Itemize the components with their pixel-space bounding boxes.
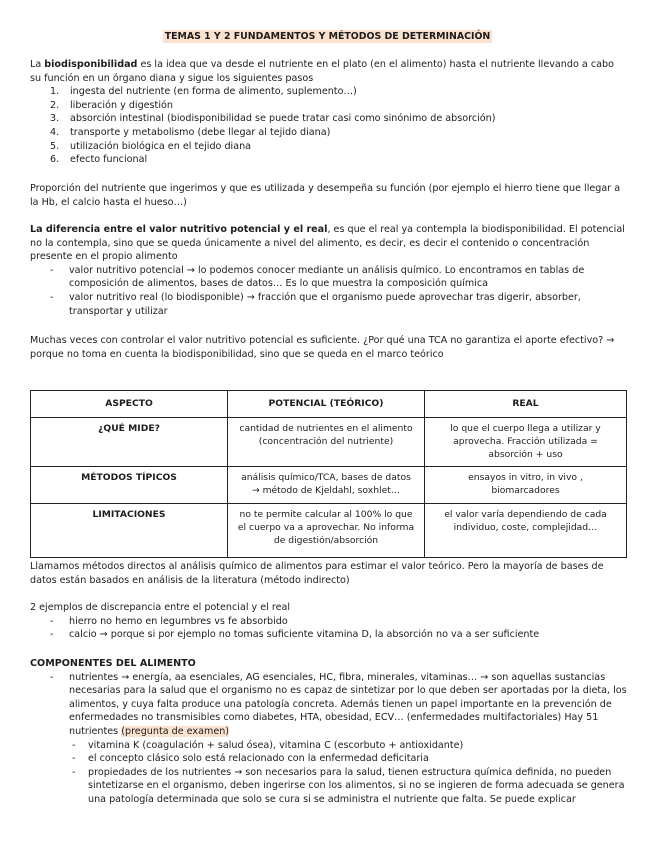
exam-highlight: (pregunta de examen)	[121, 725, 230, 737]
table-cell: no te permite calcular al 100% lo que el cuerpo va a aprovechar. No informa de digestión/absorción	[228, 504, 425, 558]
table-cell: LIMITACIONES	[31, 504, 228, 558]
table-row	[31, 418, 627, 467]
table-cell: ensayos in vitro, in vivo , biomarcadores	[425, 467, 627, 504]
list-item: - valor nutritivo real (lo biodisponible) → fracción que el organismo puede aprovechar tras digerir, absorber, transportar y utilizar	[30, 291, 628, 318]
list-item: - calcio → porque si por ejemplo no tomas suficiente vitamina D, la absorción no va a ser suficiente	[30, 628, 628, 642]
list-item: 2. liberación y digestión	[50, 99, 173, 111]
table-cell: lo que el cuerpo llega a utilizar y aprovecha. Fracción utilizada = absorción + uso	[425, 418, 627, 467]
ejemplos-section	[30, 601, 628, 642]
list-item: - nutrientes → energía, aa esenciales, AG esenciales, HC, fibra, minerales, vitaminas… → son aquellas sustancias necesarias para la salud que el organismo no es capaz de sintetizar por lo que deben ser aportadas por la dieta, los alimentos, y cuya falta produce una patología concreta. Además tienen un papel importante en la prevención de enfermedades no transmisibles como diabetes, HTA, obesidad, ECV… (enfermedades multifactoriales) Hay 51 nutrientes (pregunta de examen)	[30, 671, 628, 739]
list-item: 3. absorción intestinal (biodisponibilidad se puede tratar casi como sinónimo de absorción)	[50, 113, 496, 125]
list-item: 6. efecto funcional	[50, 154, 148, 166]
table-row	[31, 467, 627, 504]
list-item: - hierro no hemo en legumbres vs fe absorbido	[30, 615, 628, 629]
list-item: - valor nutritivo potencial → lo podemos conocer mediante un análisis químico. Lo encontramos en tablas de composición de alimentos, bases de datos… Es lo que muestra la composición química	[30, 264, 628, 291]
list-item: 5. utilización biológica en el tejido diana	[50, 140, 252, 152]
proporcion-paragraph: Proporción del nutriente que ingerimos y que es utilizada y desempeña su función (por ejemplo el hierro tiene que llegar a la Hb, el calcio hasta el hueso…)	[30, 183, 621, 208]
table-cell: análisis químico/TCA, bases de datos → método de Kjeldahl, soxhlet…	[228, 467, 425, 504]
bio-steps-list	[30, 85, 628, 167]
ejemplos-list	[30, 615, 628, 642]
table-row	[31, 504, 627, 558]
diferencia-section	[30, 223, 628, 318]
componentes-sublist	[30, 739, 628, 807]
list-item: - el concepto clásico solo está relacionado con la enfermedad deficitaria	[30, 752, 628, 766]
table-header: POTENCIAL (TEÓRICO)	[228, 391, 425, 418]
table-cell: el valor varía dependiendo de cada individuo, coste, complejidad…	[425, 504, 627, 558]
componentes-section	[30, 657, 628, 807]
list-item: - vitamina K (coagulación + salud ósea), vitamina C (escorbuto + antioxidante)	[30, 739, 628, 753]
componentes-list	[30, 671, 628, 739]
list-item: - propiedades de los nutrientes → son necesarios para la salud, tienen estructura química definida, no pueden sintetizarse en el organismo, deben ingerirse con los alimentos, si no se ingieren de forma adecuada se genera una patología determinada que solo se cura si se administra el nutriente que falta. Se puede explicar	[30, 766, 628, 807]
diferencia-list	[30, 264, 628, 318]
table-cell: MÉTODOS TÍPICOS	[31, 467, 228, 504]
bio-section	[30, 58, 628, 167]
table-header-row	[31, 391, 627, 418]
bio-intro: La biodisponibilidad es la idea que va desde el nutriente en el plato (en el alimento) hasta el nutriente llevando a cabo su función en un órgano diana y sigue los siguientes pasos	[30, 59, 614, 84]
page-title: TEMAS 1 Y 2 FUNDAMENTOS Y MÉTODOS DE DETERMINACIÓN	[164, 31, 491, 42]
diferencia-paragraph: La diferencia entre el valor nutritivo potencial y el real, es que el real ya contempla la biodisponibilidad. El potencial no la contempla, sino que se queda únicamente a nivel del alimento, es decir, es decir el contenido o concentración presente en el propio alimento	[30, 224, 625, 263]
llamamos-paragraph: Llamamos métodos directos al análisis químico de alimentos para estimar el valor teórico. Pero la mayoría de bases de datos están basados en análisis de la literatura (método indirecto)	[30, 561, 604, 586]
table-cell: cantidad de nutrientes en el alimento (concentración del nutriente)	[228, 418, 425, 467]
list-item: 4. transporte y metabolismo (debe llegar al tejido diana)	[50, 126, 331, 138]
table-header: ASPECTO	[31, 391, 228, 418]
list-item: 1. ingesta del nutriente (en forma de alimento, suplemento…)	[50, 86, 357, 98]
componentes-heading: COMPONENTES DEL ALIMENTO	[30, 658, 196, 669]
table-header: REAL	[425, 391, 627, 418]
table-cell: ¿QUÉ MIDE?	[31, 418, 228, 467]
ejemplos-intro: 2 ejemplos de discrepancia entre el potencial y el real	[30, 602, 291, 613]
comparison-table	[30, 390, 627, 558]
muchas-veces-paragraph: Muchas veces con controlar el valor nutritivo potencial es suficiente. ¿Por qué una TCA no garantiza el aporte efectivo? → porque no toma en cuenta la biodisponibilidad, sino que se queda en el marco teórico	[30, 335, 615, 360]
